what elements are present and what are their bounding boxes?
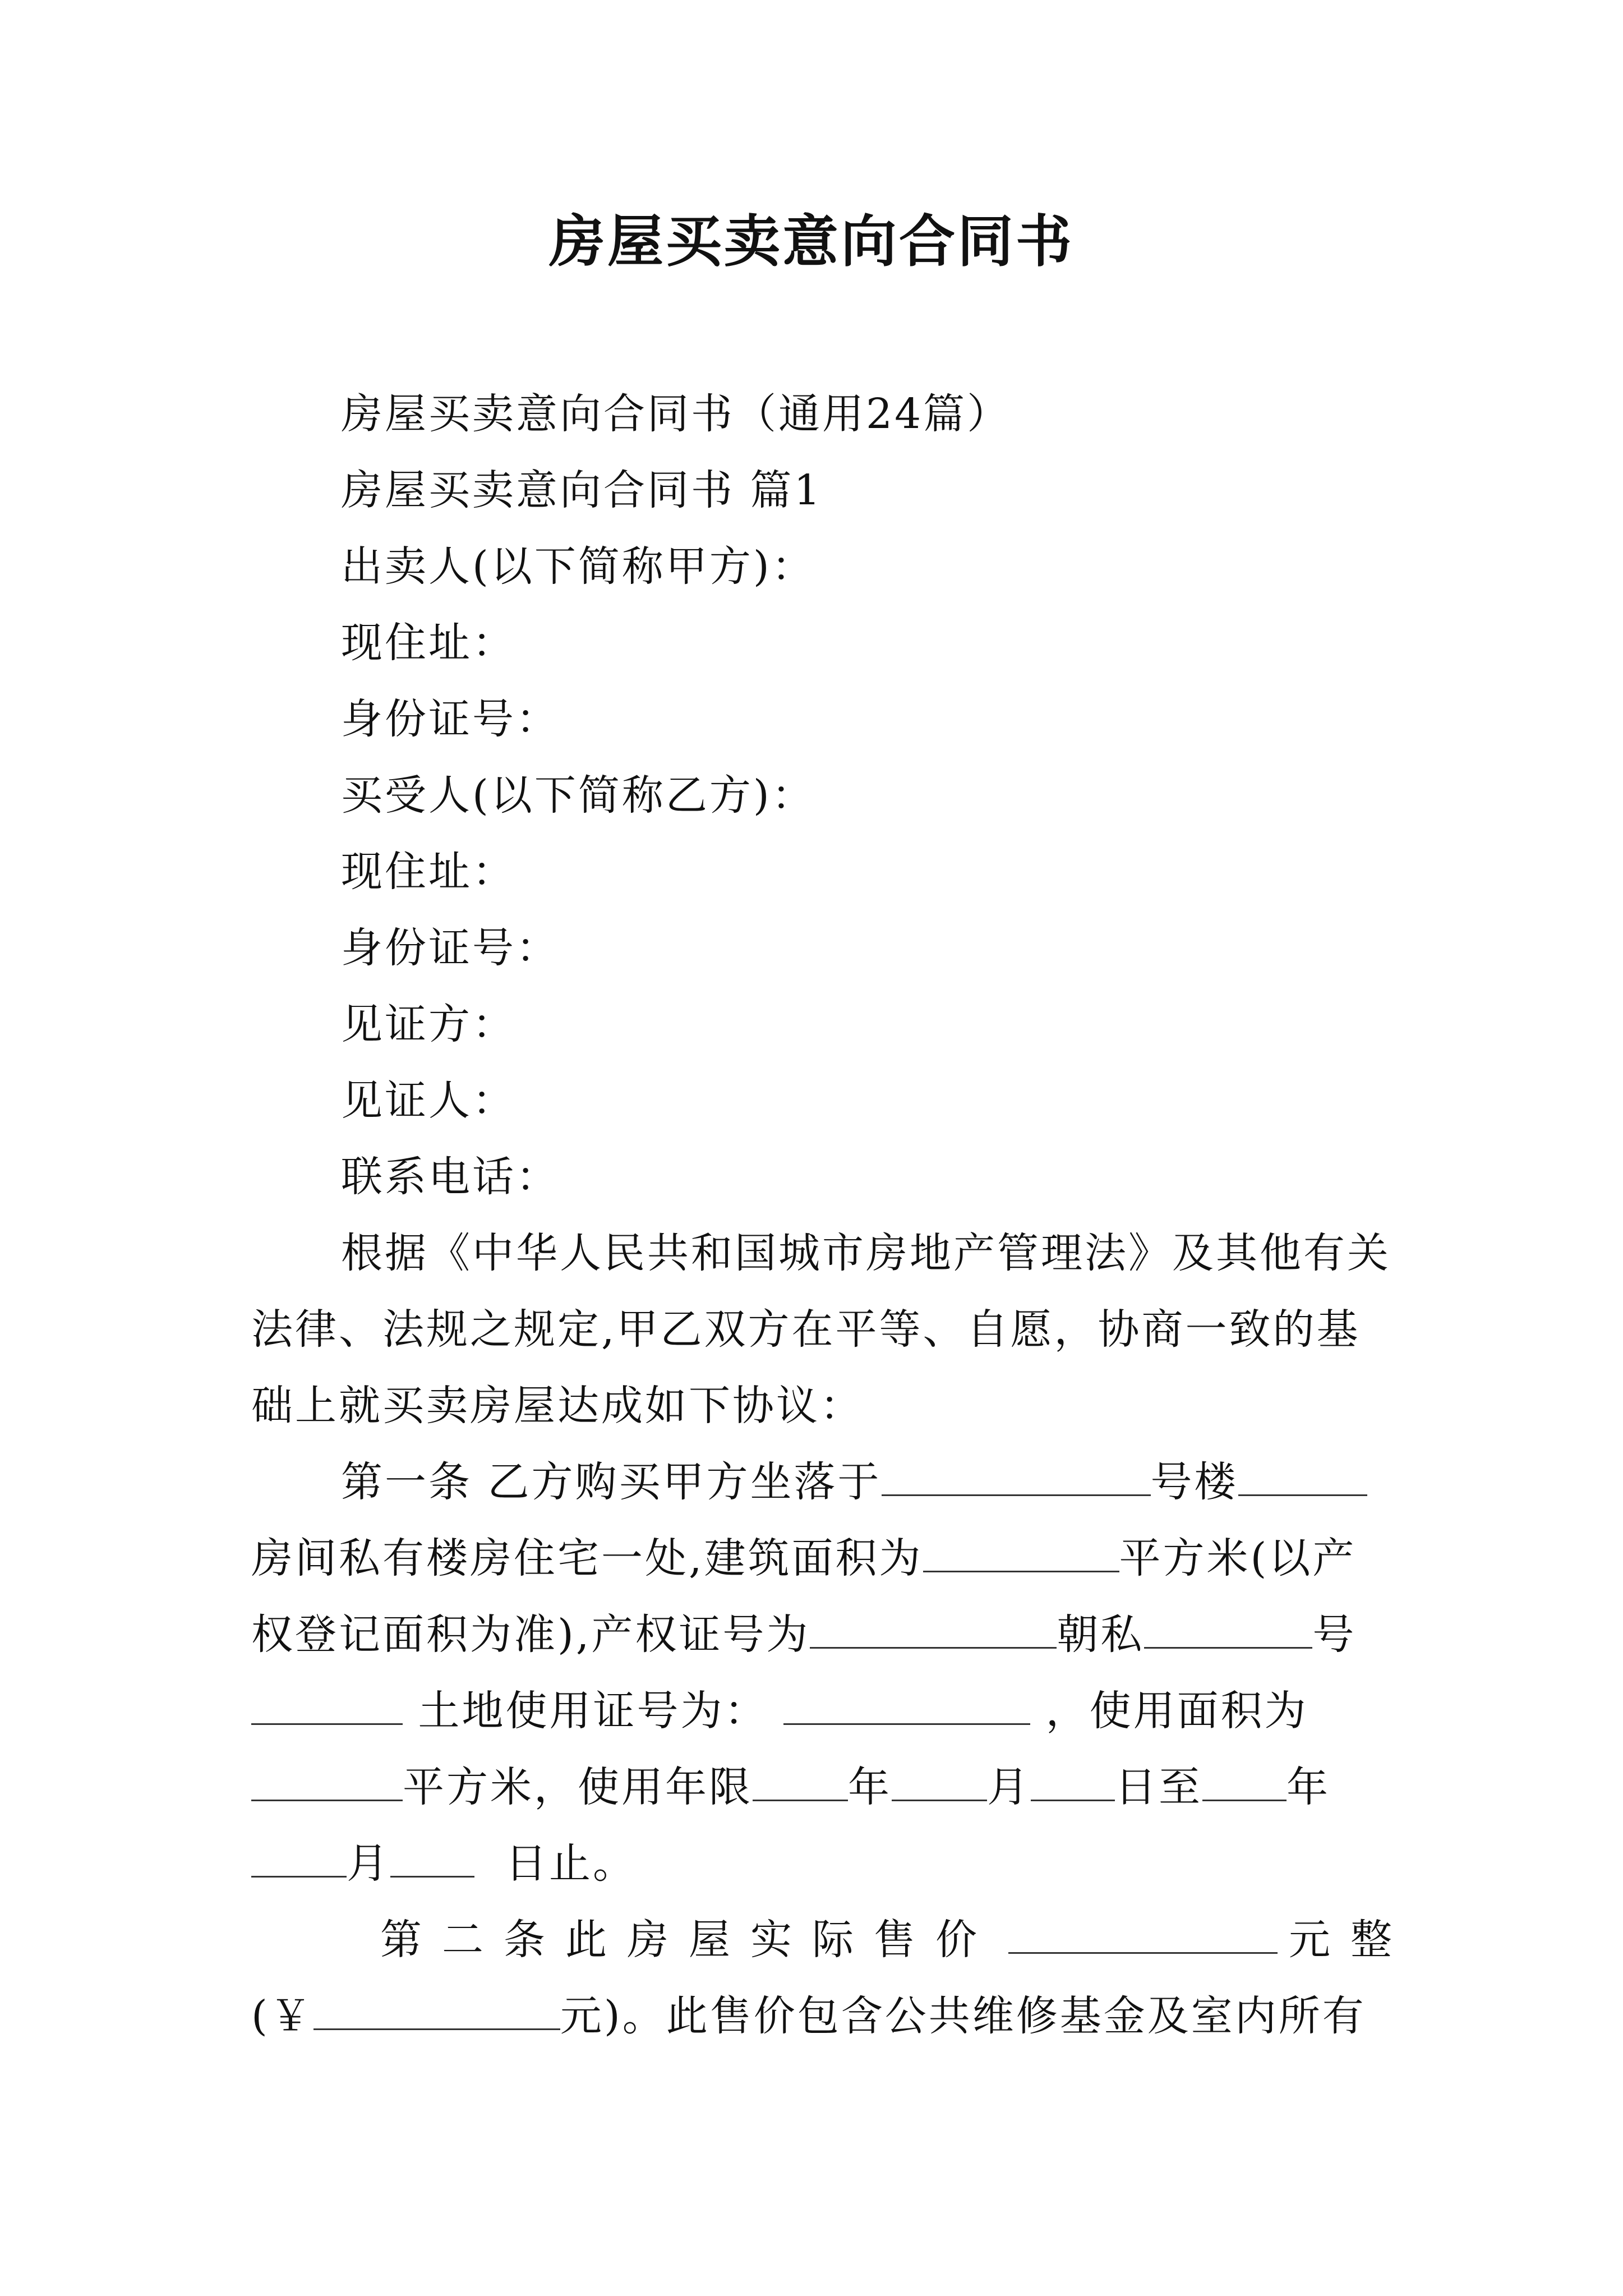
article1-text: 年 bbox=[848, 1763, 892, 1811]
buyer-label: 买受人(以下简称乙方)： bbox=[341, 771, 815, 820]
start-day-blank bbox=[1031, 1760, 1115, 1801]
article2-text: 元整 bbox=[1289, 1916, 1412, 1964]
witness-party-label: 见证方： bbox=[341, 1000, 516, 1048]
location-blank bbox=[882, 1455, 1151, 1496]
building-blank bbox=[1238, 1455, 1367, 1496]
land-certificate-blank bbox=[783, 1684, 1030, 1725]
buyer-id-label: 身份证号： bbox=[341, 924, 560, 972]
article1-text: 月 bbox=[987, 1763, 1031, 1811]
article1-line-3 bbox=[251, 1596, 1378, 1673]
article1-line-5 bbox=[251, 1749, 1378, 1825]
subtitle-line: 房屋买卖意向合同书（通用24篇） bbox=[341, 390, 1011, 438]
land-blank bbox=[251, 1684, 403, 1725]
article1-text: 土地使用证号为： bbox=[418, 1687, 768, 1735]
preamble-line-1: 根据《中华人民共和国城市房地产管理法》及其他有关 bbox=[341, 1229, 1391, 1277]
article2-text: (￥ bbox=[251, 1992, 313, 2040]
article1-text: 权登记面积为准),产权证号为 bbox=[251, 1611, 810, 1659]
article1-line-6 bbox=[251, 1825, 1378, 1902]
seller-id-label: 身份证号： bbox=[341, 695, 560, 743]
end-month-blank bbox=[251, 1837, 347, 1878]
article1-text: ，使用面积为 bbox=[1045, 1687, 1308, 1735]
article1-text: 月 bbox=[347, 1839, 390, 1888]
price-blank bbox=[1008, 1913, 1278, 1954]
seller-label: 出卖人(以下简称甲方)： bbox=[341, 542, 815, 591]
end-day-blank bbox=[390, 1837, 474, 1878]
usage-area-blank bbox=[251, 1760, 403, 1801]
article1-line-2 bbox=[251, 1520, 1378, 1596]
contact-phone-label: 联系电话： bbox=[341, 1153, 560, 1201]
buyer-address-label: 现住址： bbox=[341, 848, 516, 896]
start-month-blank bbox=[892, 1760, 987, 1801]
seller-address-label: 现住址： bbox=[341, 619, 516, 667]
article2-text: 元)。此售价包含公共维修基金及室内所有 bbox=[560, 1992, 1366, 2040]
document-title: 房屋买卖意向合同书 bbox=[549, 208, 1074, 274]
article1-text: 房间私有楼房住宅一处,建筑面积为 bbox=[251, 1534, 923, 1582]
article2-line-2 bbox=[251, 1978, 1378, 2054]
certificate-blank bbox=[810, 1608, 1057, 1649]
area-blank bbox=[923, 1531, 1119, 1572]
document-body bbox=[251, 376, 1412, 2054]
section-heading: 房屋买卖意向合同书 篇1 bbox=[341, 466, 823, 514]
preamble-line-2: 法律、法规之规定,甲乙双方在平等、自愿，协商一致的基 bbox=[251, 1305, 1361, 1354]
article1-text: 号 bbox=[1312, 1611, 1357, 1659]
article2-line-1 bbox=[251, 1902, 1412, 1978]
article1-text: 日止。 bbox=[505, 1839, 637, 1888]
price-figure-blank bbox=[313, 1989, 560, 2030]
start-year-blank bbox=[753, 1760, 848, 1801]
article1-text: 平方米，使用年限 bbox=[403, 1763, 753, 1811]
article1-text: 平方米(以产 bbox=[1119, 1534, 1357, 1582]
article1-text: 日至 bbox=[1115, 1763, 1202, 1811]
article1-text: 朝私 bbox=[1057, 1611, 1145, 1659]
article1-line-4 bbox=[251, 1673, 1378, 1749]
article1-text: 年 bbox=[1287, 1763, 1330, 1811]
article1-line-1 bbox=[251, 1444, 1378, 1520]
article1-text: 号楼 bbox=[1150, 1458, 1238, 1506]
preamble-line-3: 础上就买卖房屋达成如下协议： bbox=[251, 1382, 864, 1430]
article1-text: 第一条 乙方购买甲方坐落于 bbox=[341, 1458, 882, 1506]
end-year-blank bbox=[1202, 1760, 1287, 1801]
article2-text: 第二条此房屋实际售价 bbox=[380, 1916, 997, 1964]
witness-person-label: 见证人： bbox=[341, 1076, 516, 1125]
private-number-blank bbox=[1144, 1608, 1312, 1649]
